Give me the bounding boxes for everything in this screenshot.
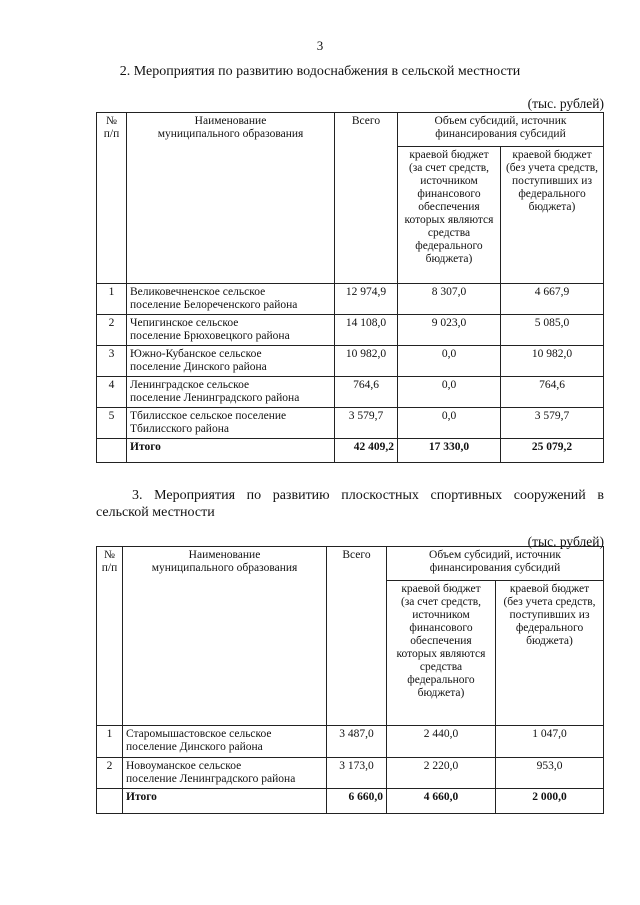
- total-row: Итого 42 409,2 17 330,0 25 079,2: [97, 439, 604, 463]
- header-regional-fed: краевой бюджет (за счет средств, источником финансового обеспечения которых являются средства федерального бюджета): [387, 581, 496, 726]
- section-3-unit: (тыс. рублей): [527, 534, 604, 549]
- table-row: 2 Чепигинское сельское поселение Брюховецкого района 14 108,0 9 023,0 5 085,0: [97, 315, 604, 346]
- table-row: 1 Старомышастовское сельское поселение Динского района 3 487,0 2 440,0 1 047,0: [97, 726, 604, 758]
- table-row: 2 Новоуманское сельское поселение Ленинградского района 3 173,0 2 220,0 953,0: [97, 758, 604, 789]
- sports-facilities-table: [96, 546, 604, 814]
- table-row: 5 Тбилисское сельское поселение Тбилисского района 3 579,7 0,0 3 579,7: [97, 408, 604, 439]
- header-name: Наименование муниципального образования: [123, 547, 327, 726]
- header-row: [97, 547, 604, 581]
- table-row: 1 Великовечненское сельское поселение Белореченского района 12 974,9 8 307,0 4 667,9: [97, 284, 604, 315]
- header-name: Наименование муниципального образования: [127, 113, 335, 284]
- section-2-unit: (тыс. рублей): [527, 96, 604, 111]
- total-row: Итого 6 660,0 4 660,0 2 000,0: [97, 789, 604, 814]
- header-total: Всего: [335, 113, 398, 284]
- header-subsidy-group: Объем субсидий, источник финансирования субсидий: [387, 547, 604, 581]
- header-regional-own: краевой бюджет (без учета средств, поступивших из федерального бюджета): [496, 581, 604, 726]
- page-number: 3: [316, 38, 324, 53]
- header-total: Всего: [327, 547, 387, 726]
- water-supply-table: [96, 112, 604, 463]
- table-row: 4 Ленинградское сельское поселение Ленинградского района 764,6 0,0 764,6: [97, 377, 604, 408]
- header-subsidy-group: Объем субсидий, источник финансирования субсидий: [398, 113, 604, 147]
- header-no: № п/п: [97, 113, 127, 284]
- section-3-title: 3. Мероприятия по развитию плоскостных спортивных сооружений в сельской местности: [96, 488, 604, 520]
- header-no: № п/п: [97, 547, 123, 726]
- header-row: [97, 113, 604, 147]
- section-2-title: 2. Мероприятия по развитию водоснабжения в сельской местности: [119, 64, 521, 79]
- header-regional-fed: краевой бюджет (за счет средств, источником финансового обеспечения которых являются средства федерального бюджета): [398, 147, 501, 284]
- table-row: 3 Южно-Кубанское сельское поселение Динского района 10 982,0 0,0 10 982,0: [97, 346, 604, 377]
- header-regional-own: краевой бюджет (без учета средств, поступивших из федерального бюджета): [501, 147, 604, 284]
